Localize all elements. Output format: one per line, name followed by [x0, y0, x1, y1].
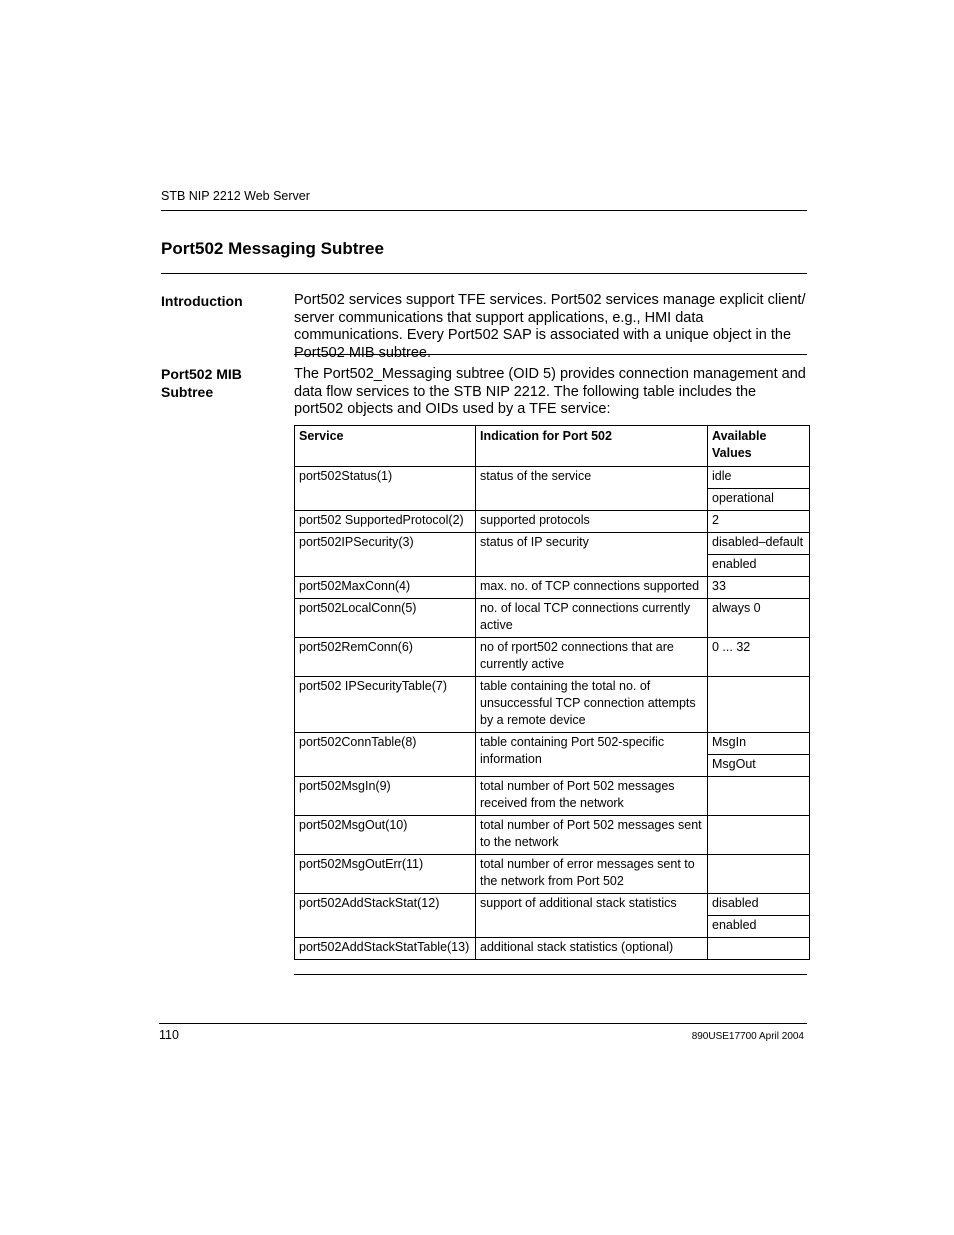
introduction-rule — [294, 354, 807, 355]
indication-cell: no of rport502 connections that are currently active — [476, 638, 708, 677]
available-value-cell: 0 ... 32 — [708, 638, 810, 677]
page-number: 110 — [159, 1028, 179, 1042]
table-row — [295, 533, 810, 555]
table-row — [295, 511, 810, 533]
available-value-cell — [708, 677, 810, 733]
service-cell: port502MaxConn(4) — [295, 577, 476, 599]
running-header: STB NIP 2212 Web Server — [161, 189, 310, 203]
table-row — [295, 938, 810, 960]
table-body — [295, 467, 810, 960]
service-cell: port502MsgIn(9) — [295, 777, 476, 816]
indication-cell: status of the service — [476, 467, 708, 511]
document-reference: 890USE17700 April 2004 — [691, 1031, 804, 1042]
service-cell: port502Status(1) — [295, 467, 476, 511]
header-service: Service — [295, 426, 476, 467]
available-value-cell — [708, 777, 810, 816]
service-cell: port502RemConn(6) — [295, 638, 476, 677]
indication-cell: additional stack statistics (optional) — [476, 938, 708, 960]
mib-subtree-label-line2: Subtree — [161, 384, 214, 400]
header-rule — [161, 210, 807, 211]
table-row — [295, 894, 810, 916]
available-value-cell: idle — [708, 467, 810, 489]
introduction-label: Introduction — [161, 293, 243, 309]
service-cell: port502AddStackStatTable(13) — [295, 938, 476, 960]
table-row — [295, 855, 810, 894]
table-row — [295, 467, 810, 489]
indication-cell: table containing the total no. of unsuccessful TCP connection attempts by a remote device — [476, 677, 708, 733]
service-cell: port502IPSecurity(3) — [295, 533, 476, 577]
service-cell: port502MsgOutErr(11) — [295, 855, 476, 894]
available-value-cell — [708, 938, 810, 960]
indication-cell: max. no. of TCP connections supported — [476, 577, 708, 599]
section-title: Port502 Messaging Subtree — [161, 239, 384, 258]
available-value-cell: operational — [708, 489, 810, 511]
section-end-rule — [294, 974, 807, 975]
header-available-values: Available Values — [708, 426, 810, 467]
table-row — [295, 733, 810, 755]
available-value-cell: always 0 — [708, 599, 810, 638]
service-cell: port502 IPSecurityTable(7) — [295, 677, 476, 733]
introduction-text: Port502 services support TFE services. Port502 services manage explicit client/ server communications that support applications, e.g., HMI data communications. Every Port502 SAP is associated with a unique object in the Port502 MIB subtree. — [294, 292, 806, 361]
table-row — [295, 816, 810, 855]
indication-cell: total number of error messages sent to the network from Port 502 — [476, 855, 708, 894]
indication-cell: total number of Port 502 messages received from the network — [476, 777, 708, 816]
indication-cell: table containing Port 502-specific information — [476, 733, 708, 777]
service-cell: port502ConnTable(8) — [295, 733, 476, 777]
available-value-cell: 33 — [708, 577, 810, 599]
indication-cell: supported protocols — [476, 511, 708, 533]
table-row — [295, 599, 810, 638]
service-cell: port502MsgOut(10) — [295, 816, 476, 855]
table-row — [295, 677, 810, 733]
mib-subtree-label — [161, 365, 281, 401]
available-value-cell: enabled — [708, 916, 810, 938]
service-cell: port502 SupportedProtocol(2) — [295, 511, 476, 533]
indication-cell: status of IP security — [476, 533, 708, 577]
available-value-cell: enabled — [708, 555, 810, 577]
available-value-cell: disabled–default — [708, 533, 810, 555]
indication-cell: no. of local TCP connections currently active — [476, 599, 708, 638]
mib-subtree-label-line1: Port502 MIB — [161, 366, 242, 382]
available-value-cell: MsgIn — [708, 733, 810, 755]
table-row — [295, 638, 810, 677]
header-indication: Indication for Port 502 — [476, 426, 708, 467]
port502-mib-table — [294, 425, 810, 960]
available-value-cell: MsgOut — [708, 755, 810, 777]
available-value-cell: 2 — [708, 511, 810, 533]
available-value-cell: disabled — [708, 894, 810, 916]
table-row — [295, 577, 810, 599]
mib-subtree-text: The Port502_Messaging subtree (OID 5) provides connection management and data flow services to the STB NIP 2212. The following table includes the port502 objects and OIDs used by a TFE service: — [294, 366, 806, 417]
indication-cell: support of additional stack statistics — [476, 894, 708, 938]
table-row — [295, 777, 810, 816]
service-cell: port502AddStackStat(12) — [295, 894, 476, 938]
available-value-cell — [708, 816, 810, 855]
available-value-cell — [708, 855, 810, 894]
indication-cell: total number of Port 502 messages sent to the network — [476, 816, 708, 855]
footer-rule — [159, 1023, 807, 1024]
table-header-row — [295, 426, 810, 467]
section-title-rule — [161, 273, 807, 274]
service-cell: port502LocalConn(5) — [295, 599, 476, 638]
